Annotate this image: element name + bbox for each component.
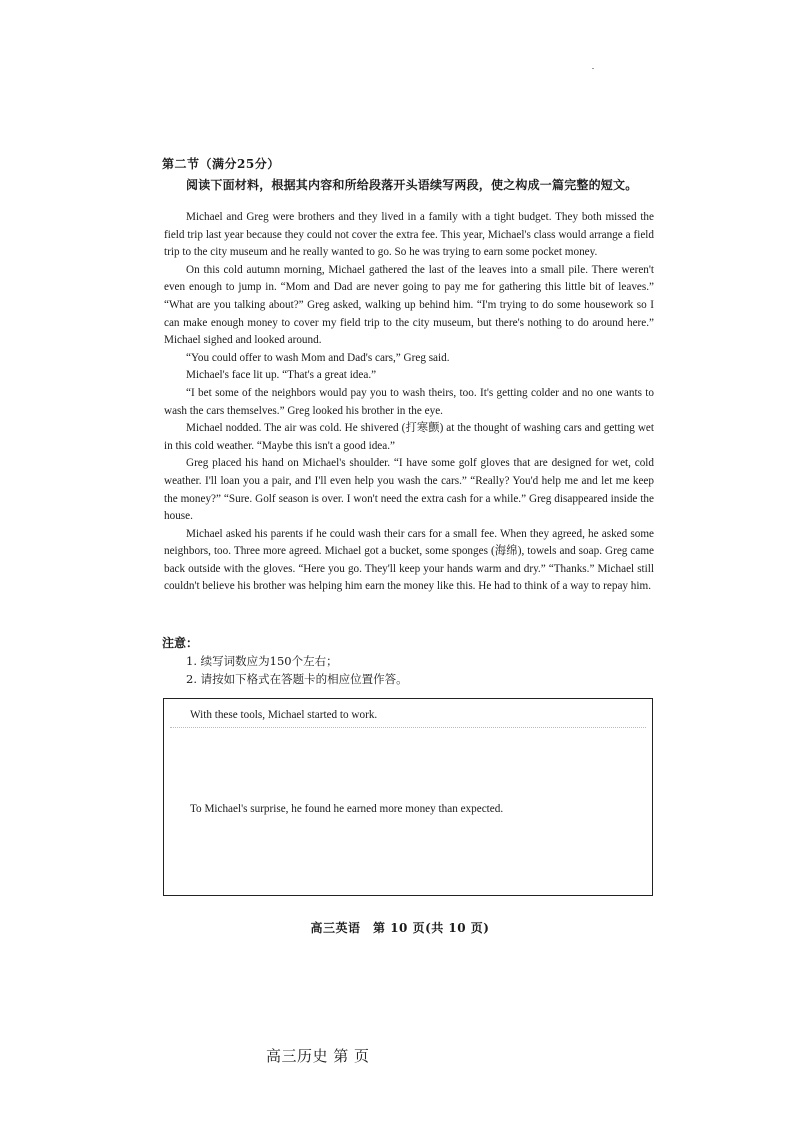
paragraph-1-opening: With these tools, Michael started to work. [190, 709, 378, 721]
passage-paragraph: Michael and Greg were brothers and they lived in a family with a tight budget. They both missed the field trip last year because they could not cover the extra fee. This year, Michael's class would arrange a field trip to the city museum and he really wanted to go. So he was trying to earn some pocket money. [164, 211, 654, 259]
notes-list [186, 652, 408, 688]
passage-paragraph: Michael nodded. The air was cold. He shivered (打寒颤) at the thought of washing cars and getting wet in this cold weather. “Maybe this isn't a good idea.” [164, 422, 654, 452]
passage-paragraph: Greg placed his hand on Michael's shoulder. “I have some golf gloves that are designed for wet, cold weather. I'll loan you a pair, and I'll even help you wash the cars.” “Really? You'd help me and let me keep the money?” “Sure. Golf season is over. I won't need the extra cash for a while.” Greg disappeared inside the house. [164, 457, 654, 523]
note-item: 2. 请按如下格式在答题卡的相应位置作答。 [186, 672, 408, 686]
answer-box [163, 698, 653, 896]
section-title: 第二节（满分25分） [162, 157, 280, 171]
passage-paragraph: On this cold autumn morning, Michael gathered the last of the leaves into a small pile. There weren't even enough to jump in. “Mom and Dad are never going to pay me for gathering this little bit of leaves.” “What are you talking about?” Greg asked, walking up behind him. “I'm trying to do some housework so I can make enough money to cover my field trip to the city museum, but there's nothing to do around here.” Michael sighed and looked around. [164, 263, 654, 347]
reading-passage [164, 209, 654, 596]
scan-speck [592, 68, 594, 69]
passage-paragraph: “I bet some of the neighbors would pay you to wash theirs, too. It's getting colder and no one wants to wash the cars themselves.” Greg looked his brother in the eye. [164, 386, 654, 417]
bottom-subject-label: 高三历史 第 页 [266, 1047, 370, 1065]
paragraph-2-opening: To Michael's surprise, he found he earned more money than expected. [190, 803, 504, 815]
passage-paragraph: Michael asked his parents if he could wash their cars for a small fee. When they agreed, he asked some neighbors, too. Three more agreed. Michael got a bucket, some sponges (海绵), towels and soap. Greg came back outside with the gloves. “Here you go. They'll keep your hands warm and dry.” “Thanks.” Michael still couldn't believe his brother was helping him earn the money like this. He had to think of a way to repay him. [164, 527, 654, 593]
passage-paragraph: Michael's face lit up. “That's a great idea.” [186, 369, 377, 382]
writing-instruction: 阅读下面材料，根据其内容和所给段落开头语续写两段，使之构成一篇完整的短文。 [186, 178, 638, 192]
writing-line [170, 727, 646, 728]
note-item: 1. 续写词数应为150个左右； [186, 654, 338, 668]
page-footer: 高三英语 第 10 页(共 10 页) [310, 921, 490, 935]
notes-title: 注意： [162, 636, 199, 650]
passage-paragraph: “You could offer to wash Mom and Dad's cars,” Greg said. [186, 351, 450, 364]
